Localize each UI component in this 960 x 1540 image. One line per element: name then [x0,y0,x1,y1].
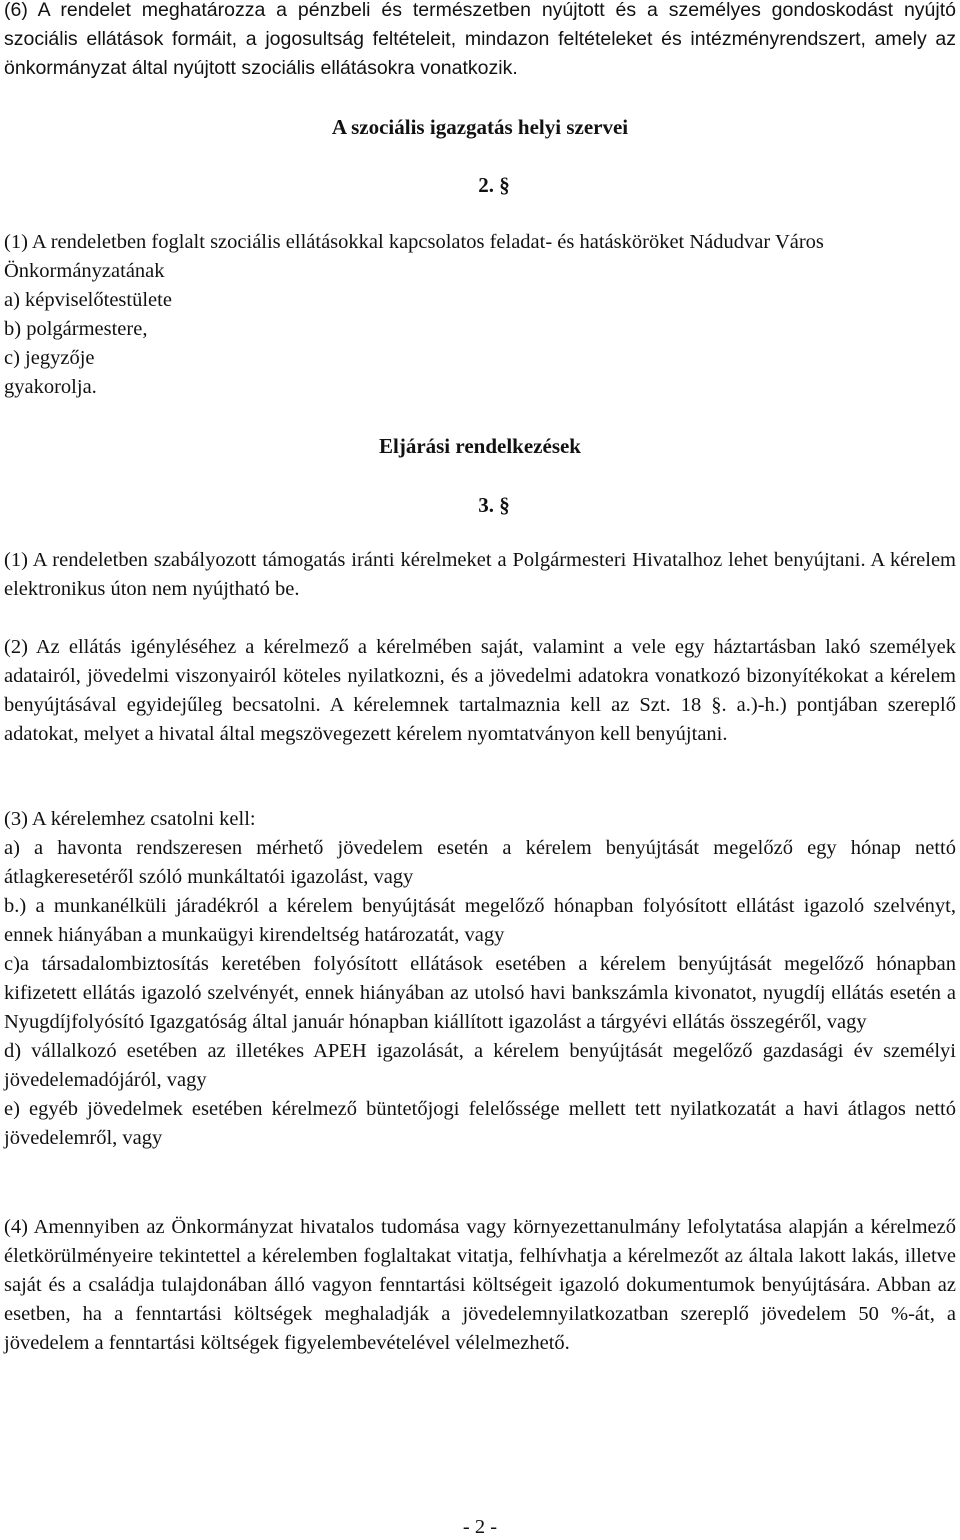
section-2-body [4,228,956,402]
section-2-item-a: a) képviselőtestülete [4,289,172,311]
section-3-paragraph-4: (4) Amennyiben az Önkormányzat hivatalos tudomása vagy környezettanulmány lefolytatása alapján a kérelmező életkörülményeire tekintettel a kérelemben foglaltakat vitatja, felhívhatja a kérelmezőt az általa lakott lakás, illetve saját és a családja tulajdonában álló vagyon fenntartási költségeit igazoló dokumentumok benyújtására. Abban az esetben, ha a fenntartási költségek meghaladják a jövedelemnyilatkozatban szereplő jövedelem 50 %-át, a jövedelem a fenntartási költségek figyelembevételével vélelmezhető. [4,1216,956,1354]
section-3-number: 3. § [478,493,510,517]
section-3-paragraph-3 [4,805,956,1153]
section-3-paragraph-3-lead: (3) A kérelemhez csatolni kell: [4,808,256,830]
heading-helyi-szervek: A szociális igazgatás helyi szervei [331,115,629,139]
section-2-closing: gyakorolja. [4,376,97,398]
heading-eljarasi-rendelkezesek: Eljárási rendelkezések [378,434,581,458]
attachment-item-d: d) vállalkozó esetében az illetékes APEH igazolását, a kérelem benyújtását megelőző gazdasági év személyi jövedelemadójáról, vagy [4,1040,956,1091]
section-2-lead: (1) A rendeletben foglalt szociális ellátásokkal kapcsolatos feladat- és hatásköröket Nádudvar Város Önkormányzatának [4,231,824,282]
page-number: - 2 - [462,1516,498,1538]
attachment-item-b: b.) a munkanélküli járadékról a kérelem benyújtását megelőző hónapban folyósított ellátást igazoló szelvényt, ennek hiányában a munkaügyi kirendeltség határozatát, vagy [4,895,956,946]
section-2-item-b: b) polgármestere, [4,318,148,340]
attachment-item-a: a) a havonta rendszeresen mérhető jövedelem esetén a kérelem benyújtását megelőző egy hónap nettó átlagkeresetéről szóló munkáltatói igazolást, vagy [4,837,956,888]
section-3-paragraph-2: (2) Az ellátás igényléséhez a kérelmező a kérelmében saját, valamint a vele egy háztartásban lakó személyek adatairól, jövedelmi viszonyairól köteles nyilatkozni, és a jövedelmi adatokra vonatkozó bizonyítékokat a kérelem benyújtásával egyidejűleg becsatolni. A kérelemnek tartalmaznia kell az Szt. 18 §. a.)-h.) pontjában szereplő adatokat, melyet a hivatal által megszövegezett kérelem nyomtatványon kell benyújtani. [4,636,956,745]
attachment-item-e: e) egyéb jövedelmek esetében kérelmező büntetőjogi felelőssége mellett tett nyilatkozatát a havi átlagos nettó jövedelemről, vagy [4,1098,956,1149]
section-2-number: 2. § [478,173,510,197]
section-3-paragraph-1: (1) A rendeletben szabályozott támogatás iránti kérelmeket a Polgármesteri Hivatalhoz lehet benyújtani. A kérelem elektronikus úton nem nyújtható be. [4,549,956,600]
intro-paragraph: (6) A rendelet meghatározza a pénzbeli és természetben nyújtott és a személyes gondoskodást nyújtó szociális ellátások formáit, a jogosultság feltételeit, mindazon feltételeket és intézményrendszert, amely az önkormányzat által nyújtott szociális ellátásokra vonatkozik. [4,0,956,79]
attachment-item-c: c)a társadalombiztosítás keretében folyósított ellátások esetében a kérelem benyújtását megelőző hónapban kifizetett ellátás igazoló szelvényét, ennek hiányában az utolsó havi bankszámla kivonatot, nyugdíj ellátás esetén a Nyugdíjfolyósító Igazgatóság által január hónapban kiállított igazolást a tárgyévi ellátás összegéről, vagy [4,953,956,1033]
section-2-item-c: c) jegyzője [4,347,95,369]
